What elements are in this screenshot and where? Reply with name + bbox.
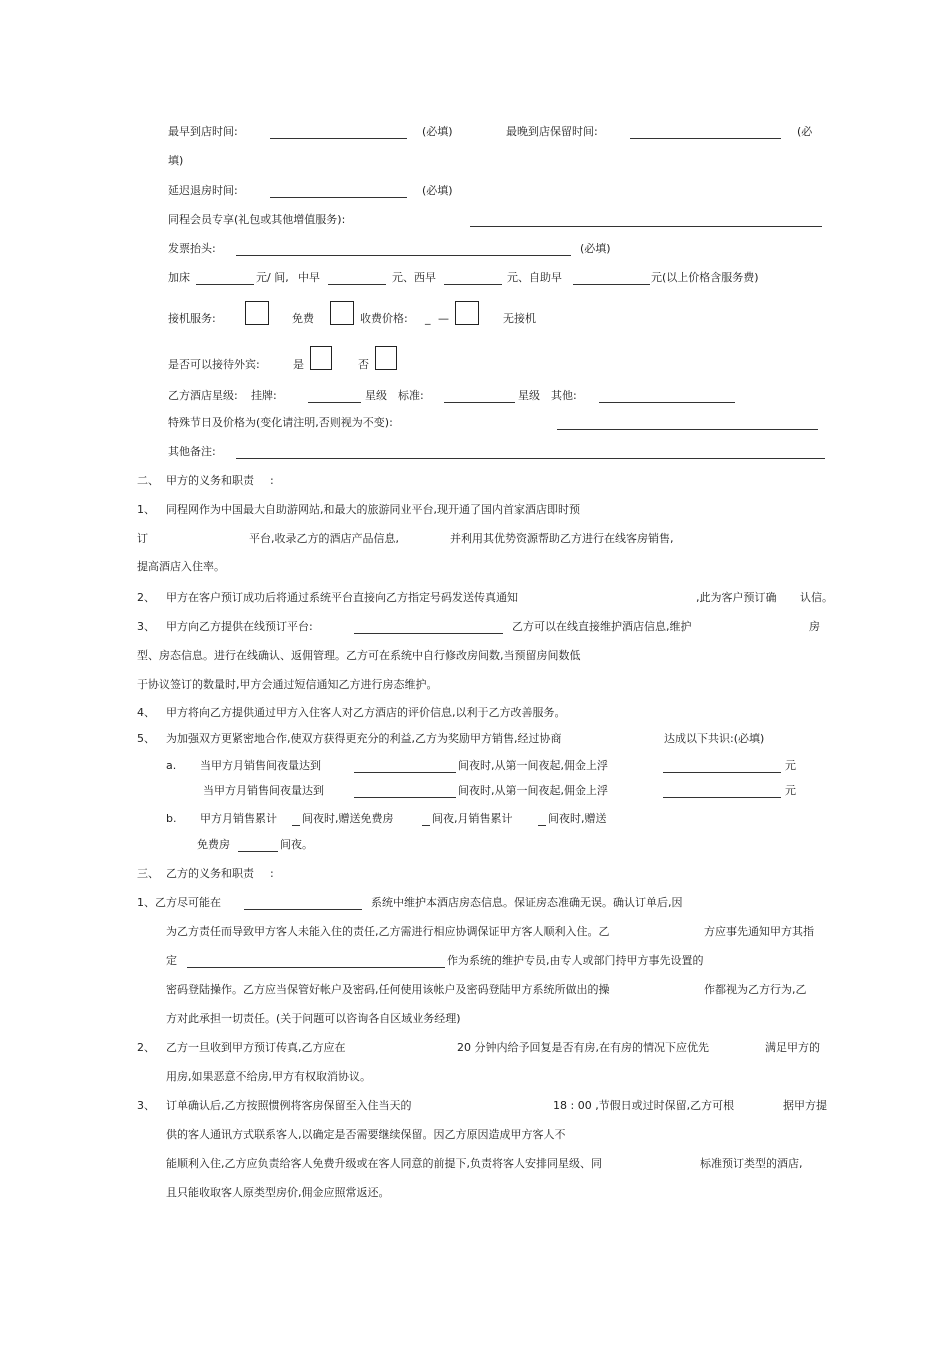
other-label: 其他: [551,389,577,402]
s2-item1-line1: 同程网作为中国最大自助游网站,和最大的旅游同业平台,现开通了国内首家酒店即时预 [166,503,580,516]
s3-item2-b: 20 分钟内给予回复是否有房,在有房的情况下应优先 [457,1041,709,1054]
s2-item3-c: 房 [809,620,820,633]
clause-b-blank2[interactable] [422,825,430,826]
invoice-title-field[interactable] [236,255,571,256]
s2-item1-number: 1、 [137,503,155,516]
section3-number: 三、 [137,867,159,880]
no-pickup-checkbox[interactable] [455,301,479,325]
s2-item3-b: 乙方可以在线直接维护酒店信息,维护 [512,620,692,633]
s2-item3-line2: 型、房态信息。进行在线确认、返佣管理。乙方可在系统中自行修改房间数,当预留房间数低 [137,649,581,662]
clause-b-text4: 间夜时,赠送 [548,812,607,825]
clause-a2-nights-field[interactable] [354,797,456,798]
s3-item3-b: 18 : 00 ,节假日或过时保留,乙方可根 [553,1099,735,1112]
clause-b-blank3[interactable] [538,825,546,826]
s2-item1-line3: 提高酒店入住率。 [137,560,225,573]
listed-label: 挂牌: [251,389,277,402]
earliest-arrival-label: 最早到店时间: [168,125,238,138]
clause-a-amount-field[interactable] [663,772,781,773]
s2-item1-line2a: 订 [137,532,148,545]
holiday-price-field[interactable] [557,429,818,430]
extra-bed-price-field[interactable] [196,284,254,285]
s3-item1-a: 1、乙方尽可能在 [137,896,221,909]
star-unit: 星级 [365,389,387,402]
section3-colon: : [270,867,274,880]
foreign-guests-label: 是否可以接待外宾: [168,358,260,371]
chinese-breakfast-label: 中早 [298,271,320,284]
pickup-label: 接机服务: [168,312,216,325]
other-star-field[interactable] [599,402,735,403]
pickup-free-label: 免费 [292,312,314,325]
s2-item3-blank[interactable] [354,633,503,634]
hotel-star-label: 乙方酒店星级: [168,389,238,402]
s3-item3-a: 订单确认后,乙方按照惯例将客房保留至入住当天的 [166,1099,412,1112]
pickup-free-checkbox[interactable] [245,301,269,325]
required-note: (必填) [580,242,611,255]
s2-item5-b: 达成以下共识:(必填) [664,732,765,745]
price-note: 元(以上价格含服务费) [651,271,759,284]
s3-item1-line2a: 为乙方责任而导致甲方客人未能入住的责任,乙方需进行相应协调保证甲方客人顺利入住。乙 [166,925,610,938]
s2-item4: 甲方将向乙方提供通过甲方入住客人对乙方酒店的评价信息,以利于乙方改善服务。 [166,706,566,719]
latest-hold-field[interactable] [630,138,781,139]
clause-b-text5a: 免费房 [197,838,230,851]
western-breakfast-field[interactable] [444,284,502,285]
clause-a-nights-field[interactable] [354,772,456,773]
extra-bed-label: 加床 [168,271,190,284]
s3-item2-line2: 用房,如果恶意不给房,甲方有权取消协议。 [166,1070,371,1083]
clause-a2-text2: 间夜时,从第一间夜起,佣金上浮 [458,784,608,797]
s3-item1-line3b: 作为系统的维护专员,由专人或部门持甲方事先设置的 [447,954,704,967]
pickup-paid-checkbox[interactable] [330,301,354,325]
clause-b-text1: 甲方月销售累计 [200,812,277,825]
s2-item2-number: 2、 [137,591,155,604]
required-note-open: (必 [797,125,813,138]
earliest-arrival-field[interactable] [270,138,407,139]
clause-a-text2: 间夜时,从第一间夜起,佣金上浮 [458,759,608,772]
per-night-text: 元/ 间, [256,271,289,284]
s2-item5-a: 为加强双方更紧密地合作,使双方获得更充分的利益,乙方为奖励甲方销售,经过协商 [166,732,562,745]
s3-item1-line4a: 密码登陆操作。乙方应当保管好帐户及密码,任何使用该帐户及密码登陆甲方系统所做出的操 [166,983,610,996]
pickup-dash: — [438,312,449,325]
standard-star-field[interactable] [444,402,515,403]
foreign-guests-yes-label: 是 [293,358,304,371]
s3-item3-line3a: 能顺利入住,乙方应负责给客人免费升级或在客人同意的前提下,负责将客人安排同星级、同 [166,1157,602,1170]
member-exclusive-field[interactable] [470,226,822,227]
required-note: (必填) [422,125,453,138]
s2-item2-c: 认信。 [800,591,833,604]
foreign-guests-yes-checkbox[interactable] [310,346,332,370]
s3-item2-number: 2、 [137,1041,155,1054]
section2-title: 甲方的义务和职责 [166,474,254,487]
s3-item3-c: 据甲方提 [783,1099,827,1112]
clause-b-text3: 间夜,月销售累计 [432,812,513,825]
buffet-breakfast-label: 元、自助早 [507,271,562,284]
s3-item1-line3a: 定 [166,954,177,967]
foreign-guests-no-checkbox[interactable] [375,346,397,370]
clause-b-blank4[interactable] [238,851,278,852]
standard-label: 标准: [398,389,424,402]
clause-b-label: b. [166,812,177,825]
s3-item3-number: 3、 [137,1099,155,1112]
s2-item1-line2b: 平台,收录乙方的酒店产品信息, [249,532,399,545]
clause-b-blank1[interactable] [292,825,300,826]
pickup-price-blank[interactable]: _ [425,312,431,325]
foreign-guests-no-label: 否 [358,358,369,371]
s3-item3-line4: 且只能收取客人原类型房价,佣金应照常返还。 [166,1186,390,1199]
s2-item2-b: ,此为客户预订确 [696,591,777,604]
pickup-paid-label: 收费价格: [360,312,408,325]
s3-item1-line2b: 方应事先通知甲方其指 [704,925,814,938]
s3-item3-line3b: 标准预订类型的酒店, [700,1157,803,1170]
late-checkout-field[interactable] [270,197,407,198]
late-checkout-label: 延迟退房时间: [168,184,238,197]
clause-a-unit: 元 [785,759,796,772]
clause-a2-amount-field[interactable] [663,797,781,798]
clause-a2-unit: 元 [785,784,796,797]
s3-item1-line4b: 作都视为乙方行为,乙 [704,983,807,996]
s2-item3-number: 3、 [137,620,155,633]
s3-item2-a: 乙方一旦收到甲方预订传真,乙方应在 [166,1041,346,1054]
listed-star-field[interactable] [308,402,361,403]
star-unit-2: 星级 [518,389,540,402]
s3-item3-line2: 供的客人通讯方式联系客人,以确定是否需要继续保留。因乙方原因造成甲方客人不 [166,1128,566,1141]
remarks-field[interactable] [236,458,825,459]
s2-item4-number: 4、 [137,706,155,719]
s3-item2-c: 满足甲方的 [765,1041,820,1054]
latest-hold-label: 最晚到店保留时间: [506,125,598,138]
s3-item1-b: 系统中维护本酒店房态信息。保证房态准确无误。确认订单后,因 [371,896,683,909]
s2-item3-line3: 于协议签订的数量时,甲方会通过短信通知乙方进行房态维护。 [137,678,438,691]
s2-item3-a: 甲方向乙方提供在线预订平台: [166,620,313,633]
clause-a-text1: 当甲方月销售间夜量达到 [200,759,321,772]
clause-a-label: a. [166,759,177,772]
clause-a2-text1: 当甲方月销售间夜量达到 [203,784,324,797]
clause-b-text2: 间夜时,赠送免费房 [302,812,394,825]
s3-item1-line5: 方对此承担一切责任。(关于问题可以咨询各自区域业务经理) [166,1012,461,1025]
section3-title: 乙方的义务和职责 [166,867,254,880]
s3-item1-system-blank[interactable] [244,909,362,910]
s3-item1-specialist-blank[interactable] [187,967,445,968]
s2-item5-number: 5、 [137,732,155,745]
remarks-label: 其他备注: [168,445,216,458]
holiday-price-label: 特殊节日及价格为(变化请注明,否则视为不变): [168,416,393,429]
s2-item2-a: 甲方在客户预订成功后将通过系统平台直接向乙方指定号码发送传真通知 [166,591,518,604]
clause-b-text5b: 间夜。 [280,838,313,851]
chinese-breakfast-field[interactable] [328,284,386,285]
western-breakfast-label: 元、西早 [392,271,436,284]
member-exclusive-label: 同程会员专享(礼包或其他增值服务): [168,213,346,226]
required-note: (必填) [422,184,453,197]
buffet-breakfast-field[interactable] [573,284,650,285]
no-pickup-label: 无接机 [503,312,536,325]
section2-number: 二、 [137,474,159,487]
invoice-title-label: 发票抬头: [168,242,216,255]
required-note-close: 填) [168,154,184,167]
s2-item1-line2c: 并利用其优势资源帮助乙方进行在线客房销售, [450,532,674,545]
section2-colon: : [270,474,274,487]
